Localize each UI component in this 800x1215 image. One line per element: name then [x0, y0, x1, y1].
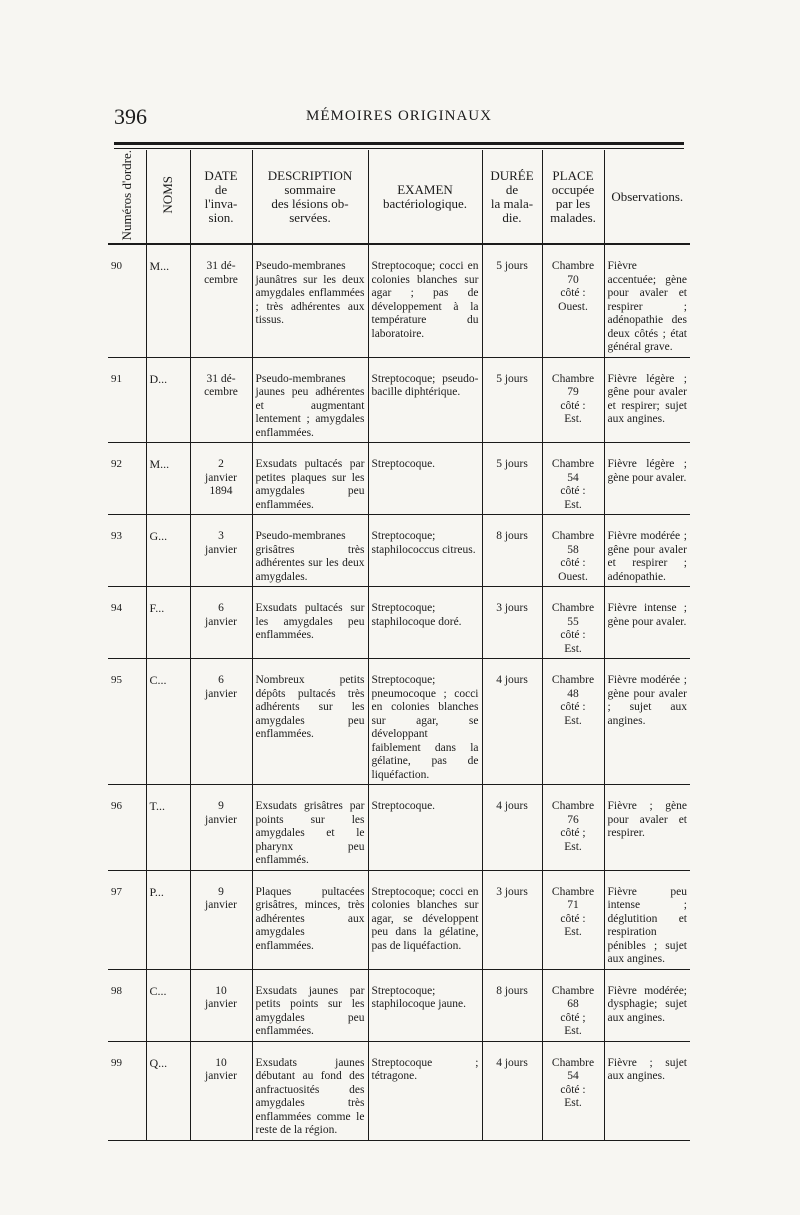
patient-name: G...: [146, 527, 190, 587]
bacteriological-exam: Streptocoque; staphilococcus citreus.: [368, 527, 482, 587]
illness-duration: 4 jours: [482, 671, 542, 785]
ward-location: Chambre 54 côté : Est.: [542, 455, 604, 515]
header-noms: NOMS: [146, 150, 190, 244]
invasion-date: 31 dé- cembre: [190, 370, 252, 443]
case-number: 93: [108, 527, 146, 587]
spacer-cell: [368, 443, 482, 456]
table-row: [108, 797, 690, 870]
spacer-cell: [146, 587, 190, 600]
page-header: [114, 104, 684, 134]
bacteriological-exam: Streptocoque; cocci en colonies blanches sur agar ; pas de développement à la température du laboratoire.: [368, 257, 482, 357]
spacer-cell: [190, 443, 252, 456]
patient-name: F...: [146, 599, 190, 659]
spacer-cell: [368, 357, 482, 370]
spacer-cell: [604, 1041, 690, 1054]
observations: Fièvre modérée; dysphagie; sujet aux angines.: [604, 982, 690, 1042]
spacer-cell: [108, 244, 146, 257]
spacer-cell: [252, 870, 368, 883]
spacer-cell: [368, 785, 482, 798]
spacer-cell: [190, 785, 252, 798]
patient-name: P...: [146, 883, 190, 970]
spacer-cell: [368, 969, 482, 982]
case-number: 92: [108, 455, 146, 515]
spacer-cell: [190, 244, 252, 257]
ward-location: Chambre 48 côté : Est.: [542, 671, 604, 785]
spacer-cell: [482, 870, 542, 883]
spacer-cell: [542, 1041, 604, 1054]
spacer-cell: [146, 969, 190, 982]
invasion-date: 9 janvier: [190, 797, 252, 870]
spacer-cell: [604, 870, 690, 883]
observations: Fièvre modérée ; gêne pour avaler et respirer ; adénopathie.: [604, 527, 690, 587]
spacer-cell: [252, 659, 368, 672]
header-rule-thick: [114, 142, 684, 145]
row-spacer: [108, 244, 690, 257]
header-duree: DURÉE de la mala- die.: [482, 150, 542, 244]
spacer-cell: [604, 443, 690, 456]
bacteriological-exam: Streptocoque; staphilocoque jaune.: [368, 982, 482, 1042]
spacer-cell: [252, 515, 368, 528]
invasion-date: 6 janvier: [190, 671, 252, 785]
spacer-cell: [252, 785, 368, 798]
spacer-cell: [108, 1041, 146, 1054]
spacer-cell: [146, 659, 190, 672]
lesion-description: Pseudo-membranes grisâtres très adhérentes sur les deux amygdales.: [252, 527, 368, 587]
lesion-description: Pseudo-membranes jaunâtres sur les deux amygdales enflammées ; très adhérentes aux tissus.: [252, 257, 368, 357]
spacer-cell: [604, 515, 690, 528]
bacteriological-exam: Streptocoque; pneumocoque ; cocci en colonies blanches sur agar, se développant faiblement dans la gélatine, pas de liquéfaction.: [368, 671, 482, 785]
spacer-cell: [542, 587, 604, 600]
case-number: 97: [108, 883, 146, 970]
illness-duration: 8 jours: [482, 527, 542, 587]
spacer-cell: [482, 969, 542, 982]
observations: Fièvre légère ; gêne pour avaler et respirer; sujet aux angines.: [604, 370, 690, 443]
table-header-row: [108, 150, 690, 244]
spacer-cell: [190, 969, 252, 982]
header-examen: EXAMEN bactériologique.: [368, 150, 482, 244]
spacer-cell: [482, 443, 542, 456]
spacer-cell: [252, 1041, 368, 1054]
spacer-cell: [482, 244, 542, 257]
lesion-description: Plaques pultacées grisâtres, minces, très adhérentes aux amygdales enflammées.: [252, 883, 368, 970]
spacer-cell: [604, 785, 690, 798]
spacer-cell: [542, 870, 604, 883]
spacer-cell: [108, 870, 146, 883]
spacer-cell: [368, 870, 482, 883]
table-row: [108, 599, 690, 659]
spacer-cell: [190, 870, 252, 883]
spacer-cell: [542, 785, 604, 798]
header-date: DATE de l'inva- sion.: [190, 150, 252, 244]
spacer-cell: [146, 244, 190, 257]
spacer-cell: [108, 515, 146, 528]
patient-name: C...: [146, 982, 190, 1042]
spacer-cell: [482, 357, 542, 370]
spacer-cell: [108, 443, 146, 456]
ward-location: Chambre 70 côté : Ouest.: [542, 257, 604, 357]
illness-duration: 3 jours: [482, 599, 542, 659]
row-spacer: [108, 515, 690, 528]
case-number: 99: [108, 1054, 146, 1141]
ward-location: Chambre 71 côté : Est.: [542, 883, 604, 970]
table-row: [108, 1054, 690, 1141]
spacer-cell: [482, 785, 542, 798]
spacer-cell: [252, 587, 368, 600]
spacer-cell: [146, 357, 190, 370]
case-number: 96: [108, 797, 146, 870]
table-row: [108, 527, 690, 587]
spacer-cell: [604, 357, 690, 370]
invasion-date: 6 janvier: [190, 599, 252, 659]
table-row: [108, 257, 690, 357]
patient-name: D...: [146, 370, 190, 443]
lesion-description: Pseudo-membranes jaunes peu adhérentes et augmentant lentement ; amygdales enflammées.: [252, 370, 368, 443]
spacer-cell: [108, 587, 146, 600]
invasion-date: 10 janvier: [190, 982, 252, 1042]
case-number: 90: [108, 257, 146, 357]
invasion-date: 9 janvier: [190, 883, 252, 970]
table-row: [108, 370, 690, 443]
bacteriological-exam: Streptocoque.: [368, 455, 482, 515]
spacer-cell: [108, 357, 146, 370]
illness-duration: 4 jours: [482, 797, 542, 870]
spacer-cell: [146, 870, 190, 883]
lesion-description: Exsudats jaunes par petits points sur les amygdales peu enflammées.: [252, 982, 368, 1042]
spacer-cell: [190, 659, 252, 672]
spacer-cell: [542, 969, 604, 982]
ward-location: Chambre 55 côté : Est.: [542, 599, 604, 659]
spacer-cell: [482, 587, 542, 600]
illness-duration: 8 jours: [482, 982, 542, 1042]
lesion-description: Exsudats pultacés sur les amygdales peu enflammées.: [252, 599, 368, 659]
patient-name: C...: [146, 671, 190, 785]
patient-name: T...: [146, 797, 190, 870]
spacer-cell: [108, 659, 146, 672]
spacer-cell: [604, 659, 690, 672]
observations: Fièvre accentuée; gène pour avaler et respirer ; adénopathie des deux côtés ; état général grave.: [604, 257, 690, 357]
page-number: 396: [114, 104, 147, 129]
bacteriological-exam: Streptocoque.: [368, 797, 482, 870]
row-spacer: [108, 587, 690, 600]
ward-location: Chambre 54 côté : Est.: [542, 1054, 604, 1141]
ward-location: Chambre 58 côté : Ouest.: [542, 527, 604, 587]
row-spacer: [108, 357, 690, 370]
case-number: 98: [108, 982, 146, 1042]
illness-duration: 4 jours: [482, 1054, 542, 1141]
spacer-cell: [542, 357, 604, 370]
row-spacer: [108, 1041, 690, 1054]
spacer-cell: [542, 515, 604, 528]
spacer-cell: [482, 659, 542, 672]
spacer-cell: [252, 244, 368, 257]
header-rule-thin: [114, 148, 684, 149]
spacer-cell: [482, 515, 542, 528]
spacer-cell: [252, 443, 368, 456]
spacer-cell: [368, 244, 482, 257]
header-place: PLACE occupée par les malades.: [542, 150, 604, 244]
spacer-cell: [542, 659, 604, 672]
row-spacer: [108, 870, 690, 883]
spacer-cell: [146, 443, 190, 456]
spacer-cell: [482, 1041, 542, 1054]
table-row: [108, 883, 690, 970]
row-spacer: [108, 443, 690, 456]
spacer-cell: [190, 357, 252, 370]
spacer-cell: [252, 357, 368, 370]
spacer-cell: [368, 659, 482, 672]
observations: Fièvre légère ; gène pour avaler.: [604, 455, 690, 515]
spacer-cell: [604, 587, 690, 600]
case-number: 95: [108, 671, 146, 785]
case-table: [108, 150, 690, 1141]
spacer-cell: [368, 587, 482, 600]
table-row: [108, 982, 690, 1042]
case-number: 94: [108, 599, 146, 659]
invasion-date: 3 janvier: [190, 527, 252, 587]
spacer-cell: [368, 515, 482, 528]
spacer-cell: [368, 1041, 482, 1054]
table-row: [108, 671, 690, 785]
header-description: DESCRIPTION sommaire des lésions ob- servées.: [252, 150, 368, 244]
invasion-date: 10 janvier: [190, 1054, 252, 1141]
invasion-date: 2 janvier 1894: [190, 455, 252, 515]
spacer-cell: [146, 1041, 190, 1054]
header-numero: Numéros d'ordre.: [108, 150, 146, 244]
row-spacer: [108, 659, 690, 672]
case-number: 91: [108, 370, 146, 443]
spacer-cell: [108, 785, 146, 798]
ward-location: Chambre 79 côté : Est.: [542, 370, 604, 443]
spacer-cell: [252, 969, 368, 982]
spacer-cell: [542, 443, 604, 456]
spacer-cell: [604, 244, 690, 257]
row-spacer: [108, 969, 690, 982]
patient-name: M...: [146, 455, 190, 515]
observations: Fièvre ; gène pour avaler et respirer.: [604, 797, 690, 870]
spacer-cell: [190, 515, 252, 528]
case-rows: [108, 244, 690, 1140]
spacer-cell: [190, 1041, 252, 1054]
bacteriological-exam: Streptocoque; staphilocoque doré.: [368, 599, 482, 659]
lesion-description: Nombreux petits dépôts pultacés très adhérents sur les amygdales peu enflammées.: [252, 671, 368, 785]
ward-location: Chambre 76 côté ; Est.: [542, 797, 604, 870]
illness-duration: 3 jours: [482, 883, 542, 970]
bacteriological-exam: Streptocoque; pseudo-bacille diphtérique.: [368, 370, 482, 443]
spacer-cell: [146, 515, 190, 528]
observations: Fièvre modérée ; gène pour avaler ; sujet aux angines.: [604, 671, 690, 785]
illness-duration: 5 jours: [482, 257, 542, 357]
observations: Fièvre peu intense ; déglutition et respiration pénibles ; sujet aux angines.: [604, 883, 690, 970]
bacteriological-exam: Streptocoque ; tétragone.: [368, 1054, 482, 1141]
spacer-cell: [190, 587, 252, 600]
patient-name: M...: [146, 257, 190, 357]
patient-name: Q...: [146, 1054, 190, 1141]
invasion-date: 31 dé- cembre: [190, 257, 252, 357]
observations: Fièvre intense ; gène pour avaler.: [604, 599, 690, 659]
illness-duration: 5 jours: [482, 370, 542, 443]
bacteriological-exam: Streptocoque; cocci en colonies blanches sur agar, se développent peu dans la gélatine, pas de liquéfaction.: [368, 883, 482, 970]
lesion-description: Exsudats jaunes débutant au fond des anfractuosités des amygdales très enflammées comme le reste de la région.: [252, 1054, 368, 1141]
running-title: MÉMOIRES ORIGINAUX: [306, 108, 492, 124]
spacer-cell: [146, 785, 190, 798]
table-row: [108, 455, 690, 515]
ward-location: Chambre 68 côté ; Est.: [542, 982, 604, 1042]
observations: Fièvre ; sujet aux angines.: [604, 1054, 690, 1141]
spacer-cell: [604, 969, 690, 982]
lesion-description: Exsudats grisâtres par points sur les amygdales et le pharynx peu enflammés.: [252, 797, 368, 870]
header-observations: Observations.: [604, 150, 690, 244]
illness-duration: 5 jours: [482, 455, 542, 515]
spacer-cell: [542, 244, 604, 257]
spacer-cell: [108, 969, 146, 982]
lesion-description: Exsudats pultacés par petites plaques sur les amygdales peu enflammées.: [252, 455, 368, 515]
row-spacer: [108, 785, 690, 798]
